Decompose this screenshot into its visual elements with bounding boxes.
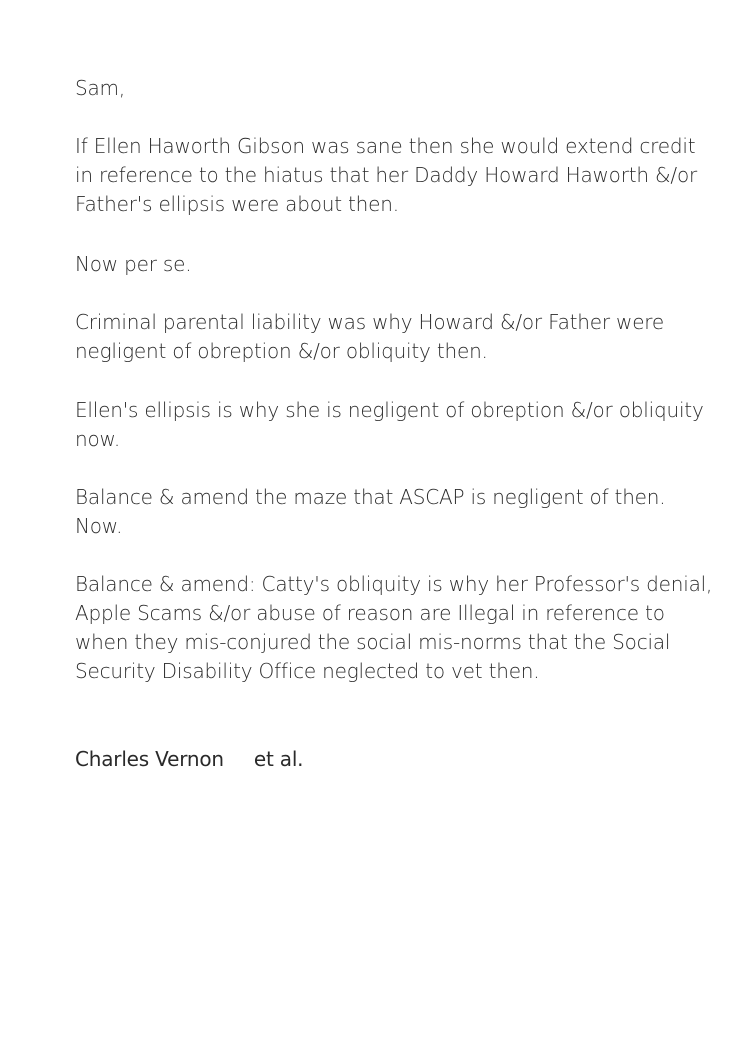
paragraph-line: Criminal parental liability was why Howard &/or Father were bbox=[75, 310, 664, 334]
paragraph-line: Balance & amend: Catty's obliquity is why her Professor's denial, bbox=[75, 572, 713, 596]
paragraph-line: in reference to the hiatus that her Daddy Howard Haworth &/or bbox=[75, 163, 698, 187]
paragraph-1 bbox=[75, 132, 698, 219]
signature bbox=[75, 745, 303, 774]
paragraph-5 bbox=[75, 483, 695, 541]
paragraph-line: Security Disability Office neglected to vet then. bbox=[75, 659, 540, 683]
paragraph-line: Now per se. bbox=[75, 252, 192, 276]
paragraph-4 bbox=[75, 396, 704, 454]
paragraph-3 bbox=[75, 308, 695, 366]
paragraph-6 bbox=[75, 570, 713, 686]
signature-name: Charles Vernon bbox=[75, 747, 224, 771]
paragraph-line: Ellen's ellipsis is why she is negligent of obreption &/or obliquity bbox=[75, 398, 704, 422]
paragraph-2 bbox=[75, 250, 695, 279]
paragraph-line: Now. bbox=[75, 514, 123, 538]
paragraph-line: If Ellen Haworth Gibson was sane then she would extend credit bbox=[75, 134, 696, 158]
paragraph-line: Apple Scams &/or abuse of reason are Illegal in reference to bbox=[75, 601, 665, 625]
paragraph-line: when they mis-conjured the social mis-norms that the Social bbox=[75, 630, 671, 654]
paragraph-line: Father's ellipsis were about then. bbox=[75, 192, 399, 216]
salutation bbox=[75, 74, 695, 103]
paragraph-line: negligent of obreption &/or obliquity then. bbox=[75, 339, 488, 363]
paragraph-line: Balance & amend the maze that ASCAP is negligent of then. bbox=[75, 485, 666, 509]
signature-suffix: et al. bbox=[253, 747, 304, 771]
salutation-line: Sam, bbox=[75, 76, 125, 100]
paragraph-line: now. bbox=[75, 427, 120, 451]
